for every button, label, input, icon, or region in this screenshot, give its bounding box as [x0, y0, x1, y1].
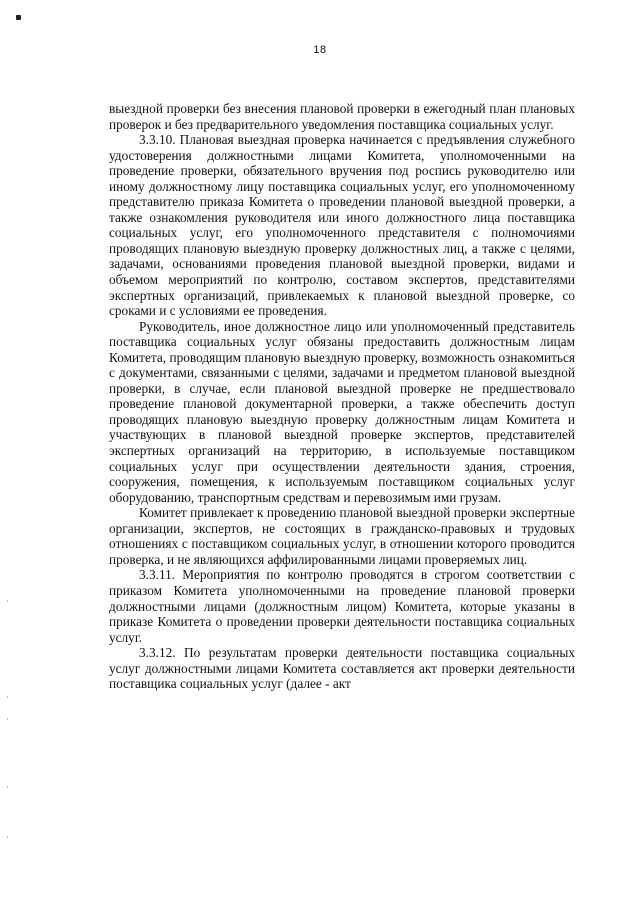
scan-edge-specks: [7, 600, 9, 860]
paragraph-manager-obligations: Руководитель, иное должностное лицо или уполномоченный представитель поставщика социальных услуг обязаны предоставить должностным лицам Комитета, проводящим плановую выездную проверку, возможность ознакомиться с документами, связанными с целями, задачами и предметом плановой выездной проверки, в случае, если плановой выездной проверке не предшествовало проведение плановой документарной проверки, а также обеспечить доступ проводящих плановую выездную проверку должностным лицам Комитета и участвующих в плановой выездной проверке экспертов, представителей экспертных организаций на территорию, в используемые поставщиком социальных услуг при осуществлении деятельности здания, строения, сооружения, помещения, к используемым поставщиком социальных услуг оборудованию, транспортным средствам и перевозимым ими грузам.: [109, 318, 575, 505]
scan-mark: [16, 15, 21, 20]
paragraph-continuation: выездной проверки без внесения плановой проверки в ежегодный план плановых проверок и без предварительного уведомления поставщика социальных услуг.: [109, 101, 575, 132]
document-body: [109, 101, 575, 692]
paragraph-3-3-10: 3.3.10. Плановая выездная проверка начинается с предъявления служебного удостоверения должностными лицами Комитета, уполномоченными на проведение проверки, обязательного вручения под роспись руководителю или иному должностному лицу поставщика социальных услуг, его уполномоченному представителю приказа Комитета о проведении плановой выездной проверки, а также ознакомления руководителя или иного должностного лица поставщика социальных услуг, его уполномоченного представителя с полномочиями проводящих плановую выездную проверку должностных лиц, а также с целями, задачами, основаниями проведения плановой выездной проверки, видами и объемом мероприятий по контролю, составом экспертов, представителями экспертных организаций, привлекаемых к плановой выездной проверке, со сроками и с условиями ее проведения.: [109, 132, 575, 319]
page-number: 18: [313, 44, 327, 56]
paragraph-experts: Комитет привлекает к проведению плановой выездной проверки экспертные организации, экспертов, не состоящих в гражданско-правовых и трудовых отношениях с поставщиком социальных услуг, в отношении которого проводится проверка, и не являющихся аффилированными лицами проверяемых лиц.: [109, 505, 575, 567]
paragraph-3-3-11: 3.3.11. Мероприятия по контролю проводятся в строгом соответствии с приказом Комитета уполномоченными на проведение плановой проверки должностными лицами (должностным лицом) Комитета, которые указаны в приказе Комитета о проведении проверки деятельности поставщика социальных услуг.: [109, 567, 575, 645]
paragraph-3-3-12: 3.3.12. По результатам проверки деятельности поставщика социальных услуг должностными лицами Комитета составляется акт проверки деятельности поставщика социальных услуг (далее - акт: [109, 645, 575, 692]
